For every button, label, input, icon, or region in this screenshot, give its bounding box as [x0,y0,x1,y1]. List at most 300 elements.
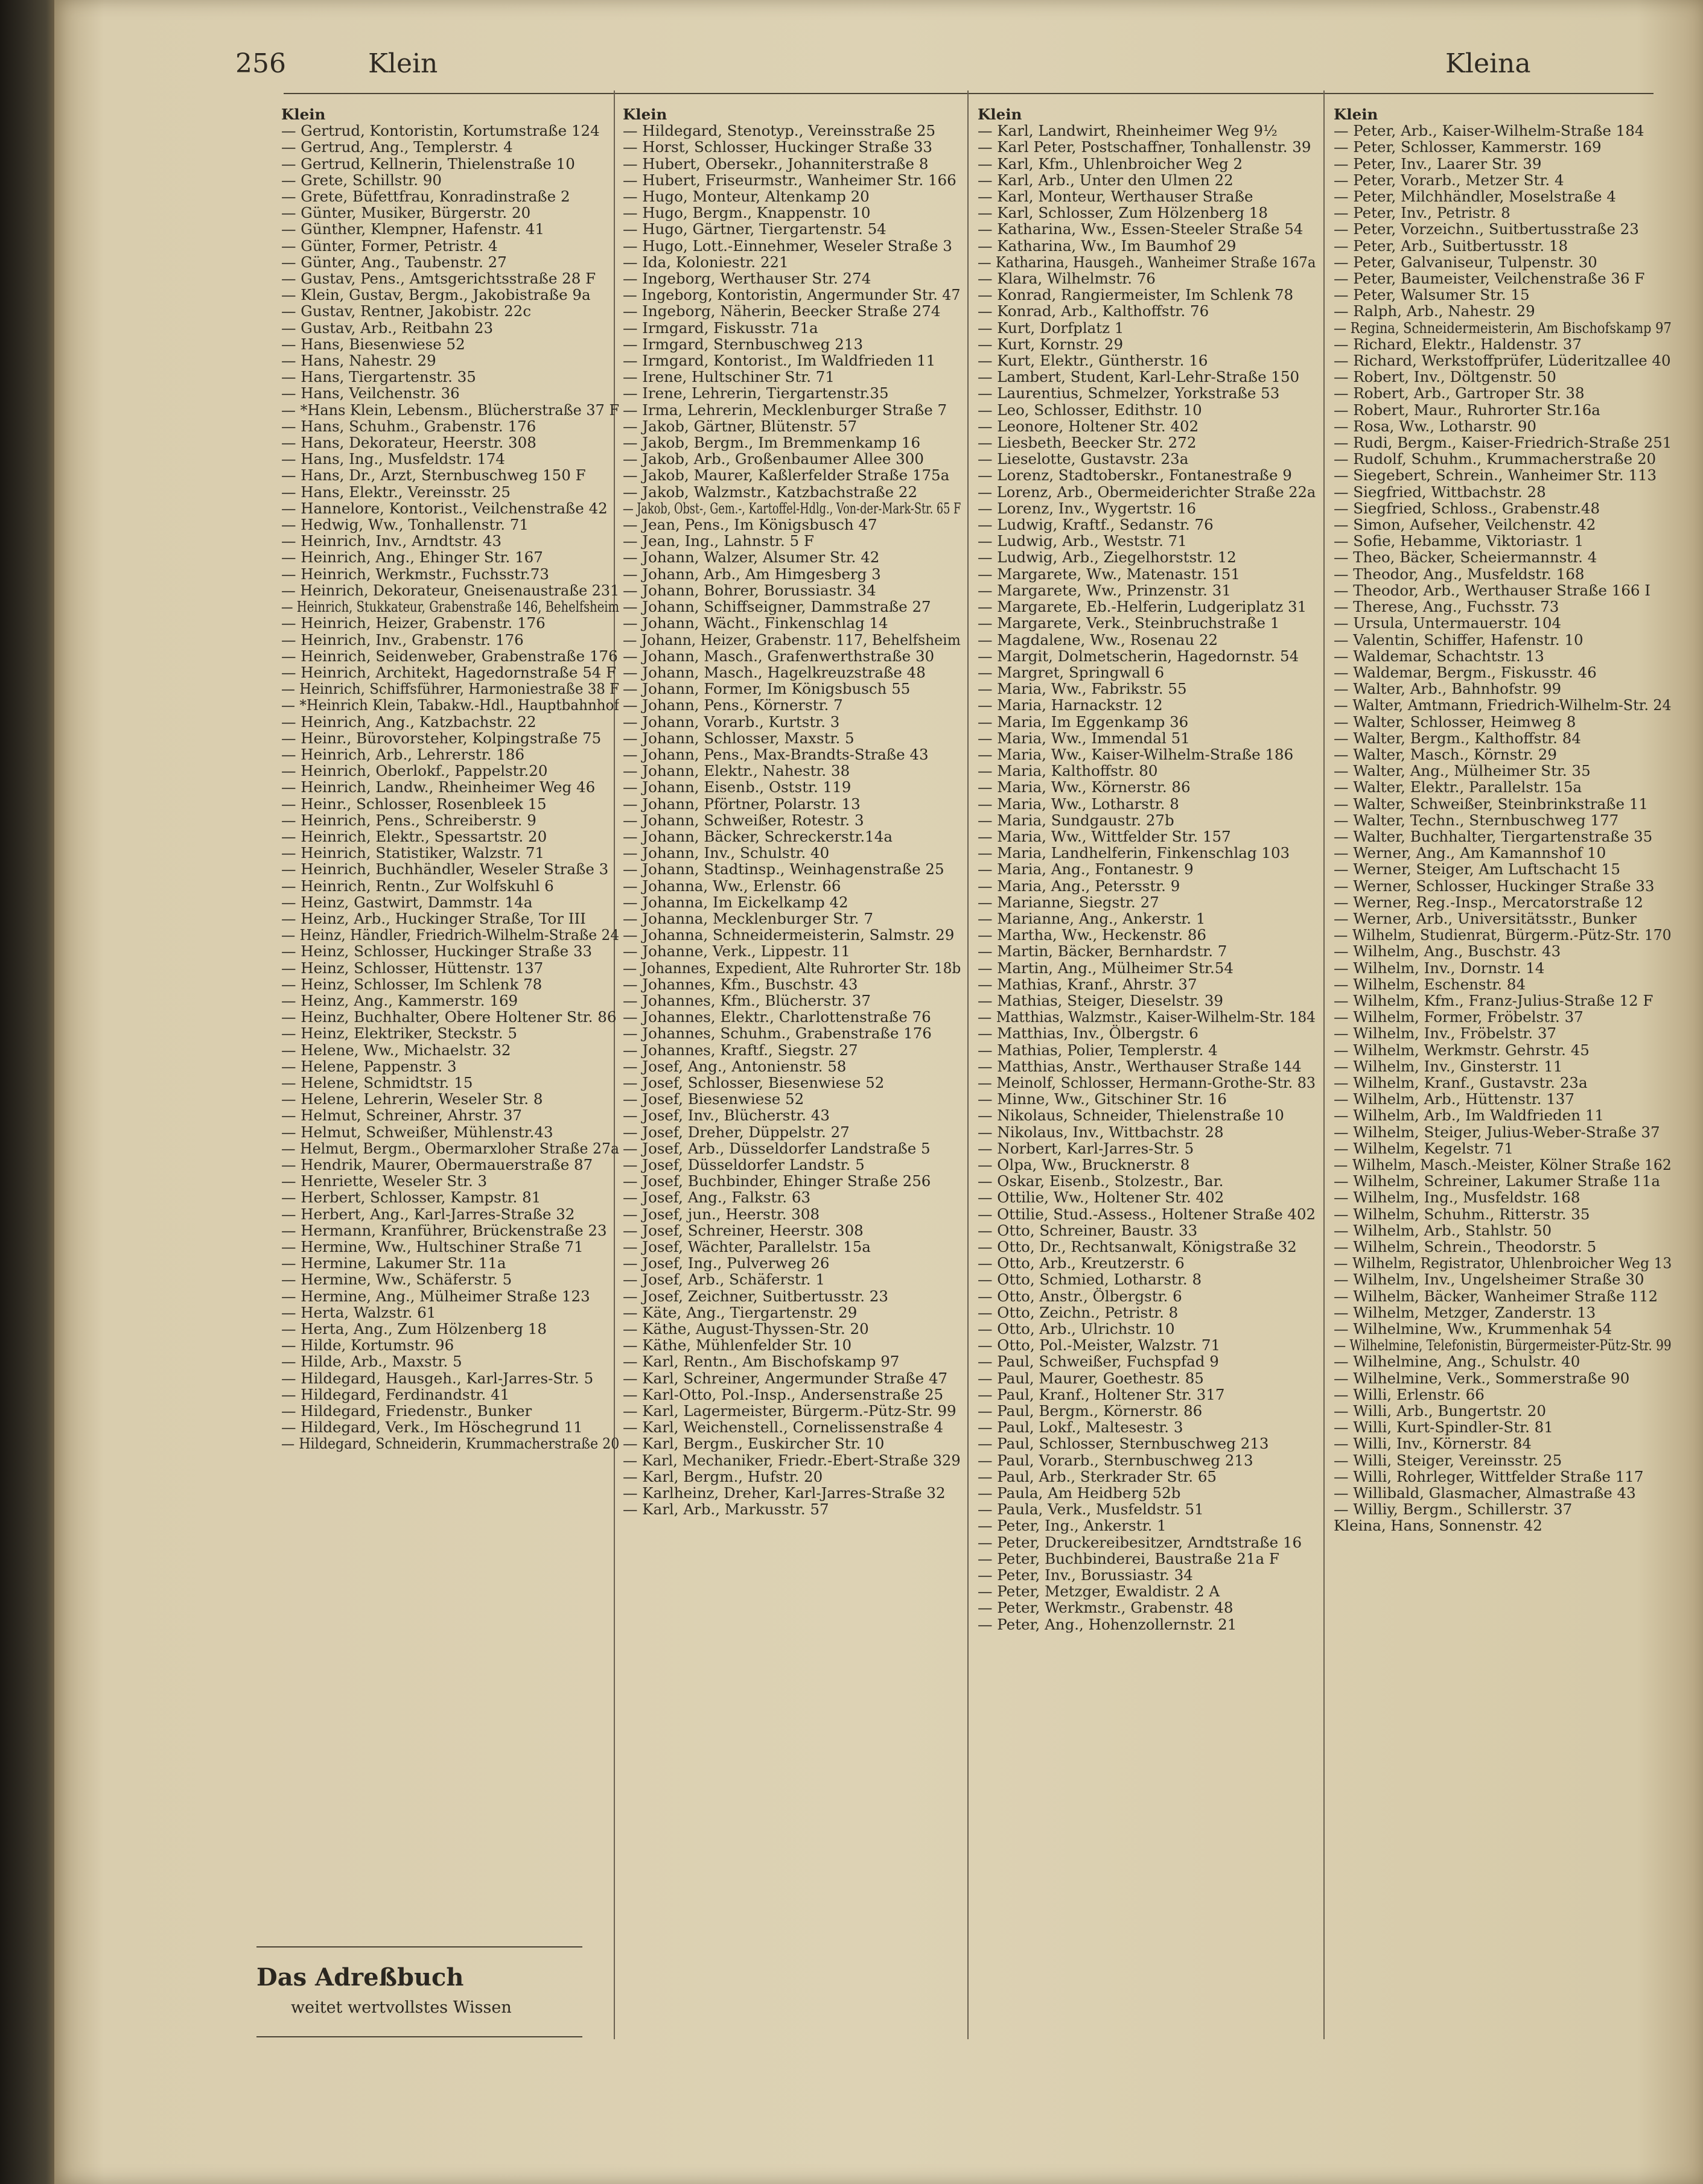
directory-entry: — Peter, Vorzeichn., Suitbertusstraße 23 [1334,220,1639,238]
directory-entry: — Josef, Buchbinder, Ehinger Straße 256 [623,1172,931,1190]
directory-entry: — Maria, Ang., Petersstr. 9 [978,877,1180,895]
directory-entry: — Otto, Arb., Ulrichstr. 10 [978,1320,1175,1338]
directory-entry: — Johann, Arb., Am Himgesberg 3 [623,565,881,583]
directory-entry: — Waldemar, Bergm., Fiskusstr. 46 [1334,663,1597,681]
directory-entry: — Margarete, Ww., Prinzenstr. 31 [978,581,1231,599]
directory-entry: — Otto, Anstr., Ölbergstr. 6 [978,1287,1182,1305]
directory-entry: — Johannes, Elektr., Charlottenstraße 76 [623,1008,931,1026]
directory-entry: — Maria, Sundgaustr. 27b [978,811,1174,829]
directory-entry: — Wilhelm, Kegelstr. 71 [1334,1139,1514,1157]
directory-entry: — Günter, Former, Petristr. 4 [281,236,498,255]
advert-subtitle: weitet wertvollstes Wissen [291,1998,512,2017]
directory-entry: — Paul, Schlosser, Sternbuschweg 213 [978,1435,1269,1453]
directory-entry: — Ida, Koloniestr. 221 [623,253,789,271]
directory-entry: — Werner, Steiger, Am Luftschacht 15 [1334,860,1620,878]
directory-entry: — Willibald, Glasmacher, Almastraße 43 [1334,1484,1636,1502]
directory-entry: — Siegfried, Wittbachstr. 28 [1334,483,1546,501]
directory-entry: — Johann, Pens., Körnerstr. 7 [623,696,843,714]
advert-rule-bottom [256,2036,582,2037]
directory-entry: — Paul, Kranf., Holtener Str. 317 [978,1385,1225,1403]
directory-entry: — Josef, Ing., Pulverweg 26 [623,1254,830,1272]
directory-entry: — Sofie, Hebamme, Viktoriastr. 1 [1334,532,1584,550]
page-number: 256 [235,48,286,79]
directory-entry: — Helmut, Schweißer, Mühlenstr.43 [281,1123,553,1141]
directory-entry: — Horst, Schlosser, Huckinger Straße 33 [623,138,933,156]
directory-entry: — Karl, Kfm., Uhlenbroicher Weg 2 [978,154,1243,173]
directory-entry: — Johann, Bäcker, Schreckerstr.14a [623,827,893,845]
directory-entry: — Leo, Schlosser, Edithstr. 10 [978,401,1202,419]
directory-entry: — Johann, Stadtinsp., Weinhagenstraße 25 [623,860,944,878]
directory-entry: — Johann, Masch., Hagelkreuzstraße 48 [623,663,926,681]
directory-entry: — Willi, Arb., Bungertstr. 20 [1334,1402,1546,1420]
directory-entry: — Klein, Gustav, Bergm., Jakobistraße 9a [281,286,591,304]
directory-entry: — Mathias, Kranf., Ahrstr. 37 [978,975,1197,993]
directory-entry: — Johannes, Schuhm., Grabenstraße 176 [623,1024,932,1043]
directory-entry: — Heinrich, Stukkateur, Grabenstraße 146, Behelfsheim [281,598,619,616]
directory-entry: — Katharina, Ww., Essen-Steeler Straße 54 [978,220,1304,238]
directory-entry: — Walter, Masch., Körnstr. 29 [1334,745,1557,763]
directory-entry: — Maria, Harnackstr. 12 [978,696,1163,714]
directory-entry: — Jakob, Bergm., Im Bremmenkamp 16 [623,434,921,452]
directory-entry: — Hildegard, Schneiderin, Krummacherstraße 20 [281,1435,619,1452]
directory-entry: — Hermann, Kranführer, Brückenstraße 23 [281,1221,607,1239]
directory-entry: — Josef, Schlosser, Biesenwiese 52 [623,1073,885,1091]
directory-entry: — Jakob, Gärtner, Blütenstr. 57 [623,417,858,435]
directory-entry: — Gustav, Pens., Amtsgerichtsstraße 28 F [281,270,596,288]
directory-entry: — Irmgard, Fiskusstr. 71a [623,319,818,337]
directory-entry: — Heinz, Schlosser, Im Schlenk 78 [281,975,543,993]
header-left-name: Klein [368,48,438,79]
directory-entry: — Ludwig, Arb., Weststr. 71 [978,532,1187,550]
directory-entry: — Johannes, Kfm., Blücherstr. 37 [623,991,871,1009]
directory-entry: — Johann, Walzer, Alsumer Str. 42 [623,548,880,567]
directory-entry: — Wilhelm, Werkmstr. Gehrstr. 45 [1334,1041,1590,1059]
directory-entry: — Johann, Eisenb., Oststr. 119 [623,778,852,796]
directory-entry: — Ursula, Untermauerstr. 104 [1334,614,1562,632]
directory-entry: — Peter, Schlosser, Kammerstr. 169 [1334,138,1602,156]
directory-entry: — Maria, Ww., Kaiser-Wilhelm-Straße 186 [978,745,1294,763]
directory-entry: — Valentin, Schiffer, Hafenstr. 10 [1334,630,1584,649]
header-right-name: Kleina [1445,48,1531,79]
directory-entry: — Rudolf, Schuhm., Krummacherstraße 20 [1334,450,1657,468]
directory-entry: — Wilhelm, Kranf., Gustavstr. 23a [1334,1073,1588,1091]
directory-entry: — Peter, Druckereibesitzer, Arndtstraße 16 [978,1533,1302,1551]
directory-entry: — Robert, Arb., Gartroper Str. 38 [1334,384,1585,402]
directory-entry: — Hildegard, Ferdinandstr. 41 [281,1385,510,1403]
directory-entry: — Peter, Inv., Borussiastr. 34 [978,1566,1193,1584]
directory-entry: — *Hans Klein, Lebensm., Blücherstraße 37 F [281,401,619,419]
directory-entry: — Wilhelm, Arb., Hüttenstr. 137 [1334,1090,1574,1108]
directory-entry: — Otto, Schmied, Lotharstr. 8 [978,1271,1202,1289]
directory-entry: — Paul, Vorarb., Sternbuschweg 213 [978,1451,1253,1469]
directory-entry: — Karl, Weichenstell., Cornelissenstraße 4 [623,1418,944,1436]
directory-entry: — Helmut, Schreiner, Ahrstr. 37 [281,1106,522,1125]
directory-entry: — Walter, Ang., Mülheimer Str. 35 [1334,762,1591,780]
directory-entry: — Wilhelm, Inv., Fröbelstr. 37 [1334,1024,1557,1043]
directory-entry: — Wilhelm, Arb., Stahlstr. 50 [1334,1221,1552,1239]
directory-entry: — Hildegard, Hausgeh., Karl-Jarres-Str. 5 [281,1369,594,1387]
directory-entry: — Karl, Arb., Unter den Ulmen 22 [978,171,1233,189]
directory-entry: — Josef, jun., Heerstr. 308 [623,1205,820,1223]
directory-entry: — Johannes, Kfm., Buschstr. 43 [623,975,858,993]
directory-entry: — Josef, Düsseldorfer Landstr. 5 [623,1156,865,1173]
directory-entry: — Paul, Schweißer, Fuchspfad 9 [978,1353,1219,1371]
directory-entry: — Hubert, Friseurmstr., Wanheimer Str. 166 [623,171,957,189]
directory-entry: — Hubert, Obersekr., Johanniterstraße 8 [623,154,929,173]
directory-entry: — Karl, Monteur, Werthauser Straße [978,188,1253,206]
directory-entry: — Richard, Elektr., Haldenstr. 37 [1334,335,1582,353]
directory-entry: — Karl, Arb., Markusstr. 57 [623,1500,829,1518]
directory-entry: — Gertrud, Kellnerin, Thielenstraße 10 [281,154,575,173]
directory-entry: — Josef, Wächter, Parallelstr. 15a [623,1238,871,1256]
column-heading: Klein [978,106,1022,123]
directory-entry: — Johann, Wächt., Finkenschlag 14 [623,614,888,632]
directory-entry: — Waldemar, Schachtstr. 13 [1334,647,1544,665]
advert-rule-top [256,1946,582,1948]
directory-entry: — Klara, Wilhelmstr. 76 [978,270,1156,288]
directory-entry: — Hugo, Gärtner, Tiergartenstr. 54 [623,220,887,238]
directory-entry: — Karlheinz, Dreher, Karl-Jarres-Straße 32 [623,1484,946,1502]
directory-entry: — Wilhelm, Masch.-Meister, Kölner Straße 162 [1334,1156,1672,1173]
directory-entry: — Wilhelmine, Ang., Schulstr. 40 [1334,1353,1580,1371]
directory-entry: — Helene, Ww., Michaelstr. 32 [281,1041,511,1059]
directory-entry: — Richard, Werkstoffprüfer, Lüderitzallee 40 [1334,352,1671,370]
directory-entry: — Grete, Büfettfrau, Konradinstraße 2 [281,188,570,206]
directory-entry: — Heinz, Gastwirt, Dammstr. 14a [281,893,533,911]
directory-entry: — Maria, Landhelferin, Finkenschlag 103 [978,844,1290,862]
directory-entry: — Mathias, Steiger, Dieselstr. 39 [978,991,1224,1009]
directory-entry: — Willi, Kurt-Spindler-Str. 81 [1334,1418,1553,1436]
directory-entry: — Jakob, Maurer, Kaßlerfelder Straße 175a [623,466,950,484]
directory-entry: — Ottilie, Stud.-Assess., Holtener Straße 402 [978,1205,1316,1223]
directory-entry: — Wilhelmine, Telefonistin, Bürgermeister-Pütz-Str. 99 [1334,1336,1672,1354]
directory-entry: — Heinr., Schlosser, Rosenbleek 15 [281,795,547,813]
directory-entry: — Konrad, Rangiermeister, Im Schlenk 78 [978,286,1294,304]
directory-entry: — Meinolf, Schlosser, Hermann-Grothe-Str. 83 [978,1073,1316,1091]
directory-entry: — Werner, Arb., Universitätsstr., Bunker [1334,909,1637,927]
directory-entry: — Walter, Buchhalter, Tiergartenstraße 35 [1334,827,1653,845]
directory-entry: — Marianne, Ang., Ankerstr. 1 [978,909,1206,927]
directory-entry: — Gertrud, Kontoristin, Kortumstraße 124 [281,122,600,140]
directory-entry: — Heinrich, Seidenweber, Grabenstraße 176 [281,647,618,665]
directory-entry: — Wilhelm, Schuhm., Ritterstr. 35 [1334,1205,1590,1223]
directory-entry: — Karl, Landwirt, Rheinheimer Weg 9½ [978,122,1278,140]
directory-entry: — Johanna, Ww., Erlenstr. 66 [623,877,841,895]
directory-entry: — Wilhelm, Studienrat, Bürgerm.-Pütz-Str. 170 [1334,926,1672,944]
directory-entry: — Wilhelm, Bäcker, Wanheimer Straße 112 [1334,1287,1658,1305]
directory-entry: — Hans, Veilchenstr. 36 [281,384,460,402]
directory-entry: — Peter, Metzger, Ewaldistr. 2 A [978,1582,1220,1601]
directory-entry: — Theodor, Ang., Musfeldstr. 168 [1334,565,1585,583]
directory-entry: — Wilhelm, Registrator, Uhlenbroicher Weg 13 [1334,1254,1672,1272]
directory-entry: — Kurt, Kornstr. 29 [978,335,1124,353]
directory-entry: — Maria, Kalthoffstr. 80 [978,762,1158,780]
directory-entry: — Martha, Ww., Heckenstr. 86 [978,926,1207,944]
directory-entry: — Wilhelm, Metzger, Zanderstr. 13 [1334,1303,1596,1321]
directory-entry: — Josef, Ang., Antonienstr. 58 [623,1057,847,1075]
directory-entry: — Liesbeth, Beecker Str. 272 [978,434,1197,452]
directory-entry: — Margit, Dolmetscherin, Hagedornstr. 54 [978,647,1299,665]
directory-entry: — Heinrich, Inv., Arndtstr. 43 [281,532,502,550]
directory-entry: — Peter, Werkmstr., Grabenstr. 48 [978,1599,1233,1617]
directory-entry: — Johann, Schlosser, Maxstr. 5 [623,729,855,747]
directory-entry: — Hans, Dekorateur, Heerstr. 308 [281,434,536,452]
directory-entry: — Helene, Pappenstr. 3 [281,1057,457,1075]
directory-entry: — Heinrich, Statistiker, Walzstr. 71 [281,844,545,862]
directory-entry: — Heinr., Bürovorsteher, Kolpingstraße 75 [281,729,602,747]
directory-entry: — Regina, Schneidermeisterin, Am Bischofskamp 97 [1334,319,1672,337]
directory-entry: — Günter, Musiker, Bürgerstr. 20 [281,204,531,222]
directory-entry: — Lorenz, Inv., Wygertstr. 16 [978,499,1196,517]
directory-entry: — Wilhelmine, Verk., Sommerstraße 90 [1334,1369,1630,1387]
directory-entry: — Margret, Springwall 6 [978,663,1165,681]
directory-entry: — Johanna, Im Eickelkamp 42 [623,893,848,911]
directory-entry: — Heinrich, Pens., Schreiberstr. 9 [281,811,536,829]
directory-entry: — Martin, Bäcker, Bernhardstr. 7 [978,942,1227,960]
directory-entry: — Karl, Bergm., Euskircher Str. 10 [623,1435,885,1453]
directory-entry: — Wilhelm, Schreiner, Lakumer Straße 11a [1334,1172,1660,1190]
directory-entry: — Olpa, Ww., Brucknerstr. 8 [978,1156,1190,1173]
directory-entry: — Heinrich, Schiffsführer, Harmoniestraße 38 F [281,680,619,698]
directory-entry: — Otto, Schreiner, Baustr. 33 [978,1221,1198,1239]
directory-entry: — Peter, Milchhändler, Moselstraße 4 [1334,188,1616,206]
directory-entry: — Heinrich, Inv., Grabenstr. 176 [281,630,524,649]
directory-entry: — Ludwig, Kraftf., Sedanstr. 76 [978,516,1214,534]
directory-entry: — Ingeborg, Werthauser Str. 274 [623,270,871,288]
directory-entry: Kleina, Hans, Sonnenstr. 42 [1334,1517,1542,1534]
directory-entry: — Walter, Bergm., Kalthoffstr. 84 [1334,729,1581,747]
directory-entry: — Maria, Ww., Immendal 51 [978,729,1190,747]
directory-entry: — Josef, Arb., Düsseldorfer Landstraße 5 [623,1139,931,1157]
directory-entry: — Nikolaus, Inv., Wittbachstr. 28 [978,1123,1224,1141]
directory-entry: — Hans, Ing., Musfeldstr. 174 [281,450,505,468]
directory-entry: — Wilhelm, Steiger, Julius-Weber-Straße 37 [1334,1123,1660,1141]
directory-entry: — Laurentius, Schmelzer, Yorkstraße 53 [978,384,1280,402]
directory-entry: — Johann, Schiffseigner, Dammstraße 27 [623,598,931,616]
directory-entry: — Helene, Schmidtstr. 15 [281,1073,473,1091]
directory-entry: — Katharina, Hausgeh., Wanheimer Straße 167a [978,253,1316,271]
directory-entry: — Peter, Vorarb., Metzer Str. 4 [1334,171,1564,189]
directory-entry: — Helene, Lehrerin, Weseler Str. 8 [281,1090,543,1108]
directory-entry: — Josef, Arb., Schäferstr. 1 [623,1271,825,1289]
directory-entry: — Margarete, Eb.-Helferin, Ludgeriplatz 31 [978,598,1307,616]
directory-entry: — Hermine, Ww., Hultschiner Straße 71 [281,1238,584,1256]
directory-entry: — Josef, Zeichner, Suitbertusstr. 23 [623,1287,888,1305]
directory-entry: — Hendrik, Maurer, Obermauerstraße 87 [281,1156,593,1173]
directory-entry: — Hedwig, Ww., Tonhallenstr. 71 [281,516,529,534]
directory-entry: — Grete, Schillstr. 90 [281,171,442,189]
directory-entry: — Heinz, Schlosser, Hüttenstr. 137 [281,959,544,977]
directory-entry: — Matthias, Walzmstr., Kaiser-Wilhelm-Str. 184 [978,1008,1316,1026]
directory-entry: — Theo, Bäcker, Scheiermannstr. 4 [1334,548,1597,567]
directory-entry: — Magdalene, Ww., Rosenau 22 [978,630,1218,649]
directory-entry: — Wilhelm, Inv., Dornstr. 14 [1334,959,1545,977]
directory-entry: — Josef, Biesenwiese 52 [623,1090,804,1108]
directory-entry: — Wilhelm, Kfm., Franz-Julius-Straße 12 F [1334,991,1654,1009]
directory-entry: — Simon, Aufseher, Veilchenstr. 42 [1334,516,1596,534]
directory-entry: — Margarete, Ww., Matenastr. 151 [978,565,1240,583]
directory-entry: — Heinz, Ang., Kammerstr. 169 [281,991,518,1009]
directory-entry: — Käthe, Mühlenfelder Str. 10 [623,1336,852,1354]
directory-entry: — Josef, Schreiner, Heerstr. 308 [623,1221,864,1239]
directory-entry: — Jean, Ing., Lahnstr. 5 F [623,532,814,550]
directory-entry: — Gustav, Rentner, Jakobistr. 22c [281,302,532,320]
directory-entry: — Hugo, Monteur, Altenkamp 20 [623,188,870,206]
directory-entry: — Heinrich, Oberlokf., Pappelstr.20 [281,762,548,780]
directory-entry: — Peter, Arb., Kaiser-Wilhelm-Straße 184 [1334,122,1644,140]
directory-entry: — Willi, Inv., Körnerstr. 84 [1334,1435,1532,1453]
directory-entry: — Herta, Ang., Zum Hölzenberg 18 [281,1320,547,1338]
directory-entry: — Hugo, Bergm., Knappenstr. 10 [623,204,871,222]
directory-entry: — Irma, Lehrerin, Mecklenburger Straße 7 [623,401,947,419]
directory-entry: — Matthias, Inv., Ölbergstr. 6 [978,1024,1198,1043]
directory-entry: — Willi, Steiger, Vereinsstr. 25 [1334,1451,1562,1469]
directory-entry: — Katharina, Ww., Im Baumhof 29 [978,236,1237,255]
directory-entry: — Günter, Ang., Taubenstr. 27 [281,253,507,271]
directory-entry: — Hildegard, Stenotyp., Vereinsstraße 25 [623,122,936,140]
directory-entry: — Wilhelm, Ang., Buschstr. 43 [1334,942,1561,960]
directory-entry: — Johanna, Schneidermeisterin, Salmstr. 29 [623,926,955,944]
directory-entry: — Heinz, Schlosser, Huckinger Straße 33 [281,942,593,960]
directory-entry: — Maria, Ang., Fontanestr. 9 [978,860,1194,878]
directory-entry: — Helmut, Bergm., Obermarxloher Straße 27a [281,1139,619,1157]
directory-entry: — Hilde, Arb., Maxstr. 5 [281,1353,462,1371]
directory-entry: — Siegfried, Schloss., Grabenstr.48 [1334,499,1600,517]
directory-entry: — Irmgard, Kontorist., Im Waldfrieden 11 [623,352,936,370]
directory-entry: — Kurt, Elektr., Güntherstr. 16 [978,352,1208,370]
directory-entry: — Karl-Otto, Pol.-Insp., Andersenstraße 25 [623,1385,944,1403]
directory-entry: — Johann, Former, Im Königsbusch 55 [623,680,911,698]
directory-entry: — Walter, Arb., Bahnhofstr. 99 [1334,680,1562,698]
directory-entry: — Werner, Schlosser, Huckinger Straße 33 [1334,877,1655,895]
directory-entry: — Heinz, Arb., Huckinger Straße, Tor III [281,909,586,927]
directory-entry: — Johann, Inv., Schulstr. 40 [623,844,830,862]
directory-entry: — Jakob, Arb., Großenbaumer Allee 300 [623,450,924,468]
directory-entry: — Herbert, Schlosser, Kampstr. 81 [281,1189,541,1207]
directory-entry: — Werner, Reg.-Insp., Mercatorstraße 12 [1334,893,1643,911]
directory-entry: — Peter, Walsumer Str. 15 [1334,286,1530,304]
directory-entry: — Willi, Rohrleger, Wittfelder Straße 117 [1334,1467,1644,1485]
directory-entry: — Karl, Lagermeister, Bürgerm.-Pütz-Str. 99 [623,1402,957,1420]
directory-entry: — Rosa, Ww., Lotharstr. 90 [1334,417,1537,435]
directory-entry: — Heinrich, Landw., Rheinheimer Weg 46 [281,778,596,796]
book-spine [0,0,54,2184]
directory-entry: — Herta, Walzstr. 61 [281,1303,436,1321]
directory-entry: — Hans, Biesenwiese 52 [281,335,465,353]
directory-entry: — Irene, Hultschiner Str. 71 [623,368,835,386]
directory-entry: — Heinrich, Ang., Katzbachstr. 22 [281,713,536,731]
directory-entry: — Hildegard, Friedenstr., Bunker [281,1402,532,1420]
directory-entry: — Johannes, Expedient, Alte Ruhrorter Str. 18b [623,959,961,977]
directory-entry: — Käthe, August-Thyssen-Str. 20 [623,1320,869,1338]
directory-entry: — Herbert, Ang., Karl-Jarres-Straße 32 [281,1205,575,1223]
directory-entry: — Otto, Arb., Kreutzerstr. 6 [978,1254,1185,1272]
directory-entry: — Wilhelm, Inv., Ginsterstr. 11 [1334,1057,1563,1075]
directory-entry: — Heinz, Elektriker, Steckstr. 5 [281,1024,517,1043]
directory-entry: — Käte, Ang., Tiergartenstr. 29 [623,1303,858,1321]
directory-entry: — Werner, Ang., Am Kamannshof 10 [1334,844,1606,862]
directory-entry: — Heinrich, Rentn., Zur Wolfskuhl 6 [281,877,554,895]
directory-entry: — Paul, Bergm., Körnerstr. 86 [978,1402,1203,1420]
directory-entry: — Karl Peter, Postschaffner, Tonhallenstr. 39 [978,138,1311,156]
directory-entry: — Jakob, Obst-, Gem.-, Kartoffel-Hdlg., Von-der-Mark-Str. 65 F [623,499,961,517]
directory-entry: — Otto, Pol.-Meister, Walzstr. 71 [978,1336,1221,1354]
directory-entry: — Lorenz, Arb., Obermeiderichter Straße 22a [978,483,1316,501]
directory-entry: — Paul, Maurer, Goethestr. 85 [978,1369,1204,1387]
directory-entry: — Maria, Ww., Körnerstr. 86 [978,778,1191,796]
directory-entry: — Mathias, Polier, Templerstr. 4 [978,1041,1218,1059]
directory-entry: — Theodor, Arb., Werthauser Straße 166 I [1334,581,1650,599]
directory-entry: — Karl, Mechaniker, Friedr.-Ebert-Straße 329 [623,1451,961,1469]
directory-entry: — Johann, Pens., Max-Brandts-Straße 43 [623,745,929,763]
column-heading: Klein [623,106,667,123]
directory-entry: — Walter, Schlosser, Heimweg 8 [1334,713,1576,731]
directory-entry: — Johannes, Kraftf., Siegstr. 27 [623,1041,858,1059]
directory-entry: — Heinz, Händler, Friedrich-Wilhelm-Straße 24 [281,926,619,944]
directory-entry: — Johanne, Verk., Lippestr. 11 [623,942,850,960]
column-divider [967,90,969,2039]
directory-entry: — Heinrich, Werkmstr., Fuchsstr.73 [281,565,549,583]
column-3 [978,106,1316,1633]
directory-entry: — Marianne, Siegstr. 27 [978,893,1159,911]
directory-entry: — Hermine, Lakumer Str. 11a [281,1254,506,1272]
directory-entry: — Heinrich, Elektr., Spessartstr. 20 [281,827,547,845]
directory-entry: — Hans, Elektr., Vereinsstr. 25 [281,483,511,501]
directory-entry: — Maria, Im Eggenkamp 36 [978,713,1189,731]
directory-entry: — Paul, Arb., Sterkrader Str. 65 [978,1467,1217,1485]
directory-entry: — Ludwig, Arb., Ziegelhorststr. 12 [978,548,1237,567]
directory-entry: — Peter, Ang., Hohenzollernstr. 21 [978,1615,1237,1633]
directory-entry: — Hans, Tiergartenstr. 35 [281,368,476,386]
directory-entry: — Lieselotte, Gustavstr. 23a [978,450,1189,468]
directory-entry: — Jean, Pens., Im Königsbusch 47 [623,516,877,534]
directory-entry: — Johanna, Mecklenburger Str. 7 [623,909,873,927]
directory-entry: — Karl, Rentn., Am Bischofskamp 97 [623,1353,900,1371]
directory-entry: — Norbert, Karl-Jarres-Str. 5 [978,1139,1194,1157]
directory-entry: — Wilhelm, Ing., Musfeldstr. 168 [1334,1189,1580,1207]
directory-entry: — Heinrich, Ang., Ehinger Str. 167 [281,548,543,567]
directory-entry: — Johann, Schweißer, Rotestr. 3 [623,811,864,829]
directory-entry: — Minne, Ww., Gitschiner Str. 16 [978,1090,1227,1108]
directory-entry: — Walter, Schweißer, Steinbrinkstraße 11 [1334,795,1648,813]
advert-title: Das Adreßbuch [256,1963,464,1992]
directory-entry: — Heinrich, Arb., Lehrerstr. 186 [281,745,525,763]
directory-entry: — Walter, Amtmann, Friedrich-Wilhelm-Str. 24 [1334,696,1672,714]
directory-entry: — Maria, Ww., Fabrikstr. 55 [978,680,1187,698]
directory-entry: — Peter, Galvaniseur, Tulpenstr. 30 [1334,253,1597,271]
directory-entry: — Hannelore, Kontorist., Veilchenstraße 42 [281,499,608,517]
directory-entry: — Maria, Ww., Wittfelder Str. 157 [978,827,1231,845]
directory-entry: — Josef, Dreher, Düppelstr. 27 [623,1123,850,1141]
directory-entry: — Irmgard, Sternbuschweg 213 [623,335,864,353]
directory-entry: — Hildegard, Verk., Im Höschegrund 11 [281,1418,583,1436]
directory-entry: — Rudi, Bergm., Kaiser-Friedrich-Straße 251 [1334,434,1672,452]
directory-entry: — Hilde, Kortumstr. 96 [281,1336,454,1354]
directory-entry: — Peter, Arb., Suitbertusstr. 18 [1334,236,1568,255]
directory-entry: — Karl, Bergm., Hufstr. 20 [623,1467,823,1485]
directory-entry: — Karl, Schlosser, Zum Hölzenberg 18 [978,204,1268,222]
directory-entry: — Heinrich, Architekt, Hagedornstraße 54 F [281,663,617,681]
directory-entry: — Peter, Ing., Ankerstr. 1 [978,1517,1167,1535]
directory-entry: — Gertrud, Ang., Templerstr. 4 [281,138,513,156]
directory-entry: — Kurt, Dorfplatz 1 [978,319,1124,337]
directory-entry: — Hermine, Ww., Schäferstr. 5 [281,1271,512,1289]
directory-entry: — Konrad, Arb., Kalthoffstr. 76 [978,302,1209,320]
directory-entry: — Jakob, Walzmstr., Katzbachstraße 22 [623,483,918,501]
directory-entry: — Peter, Baumeister, Veilchenstraße 36 F [1334,270,1645,288]
directory-entry: — Martin, Ang., Mülheimer Str.54 [978,959,1233,977]
directory-entry: — Paula, Am Heidberg 52b [978,1484,1181,1502]
